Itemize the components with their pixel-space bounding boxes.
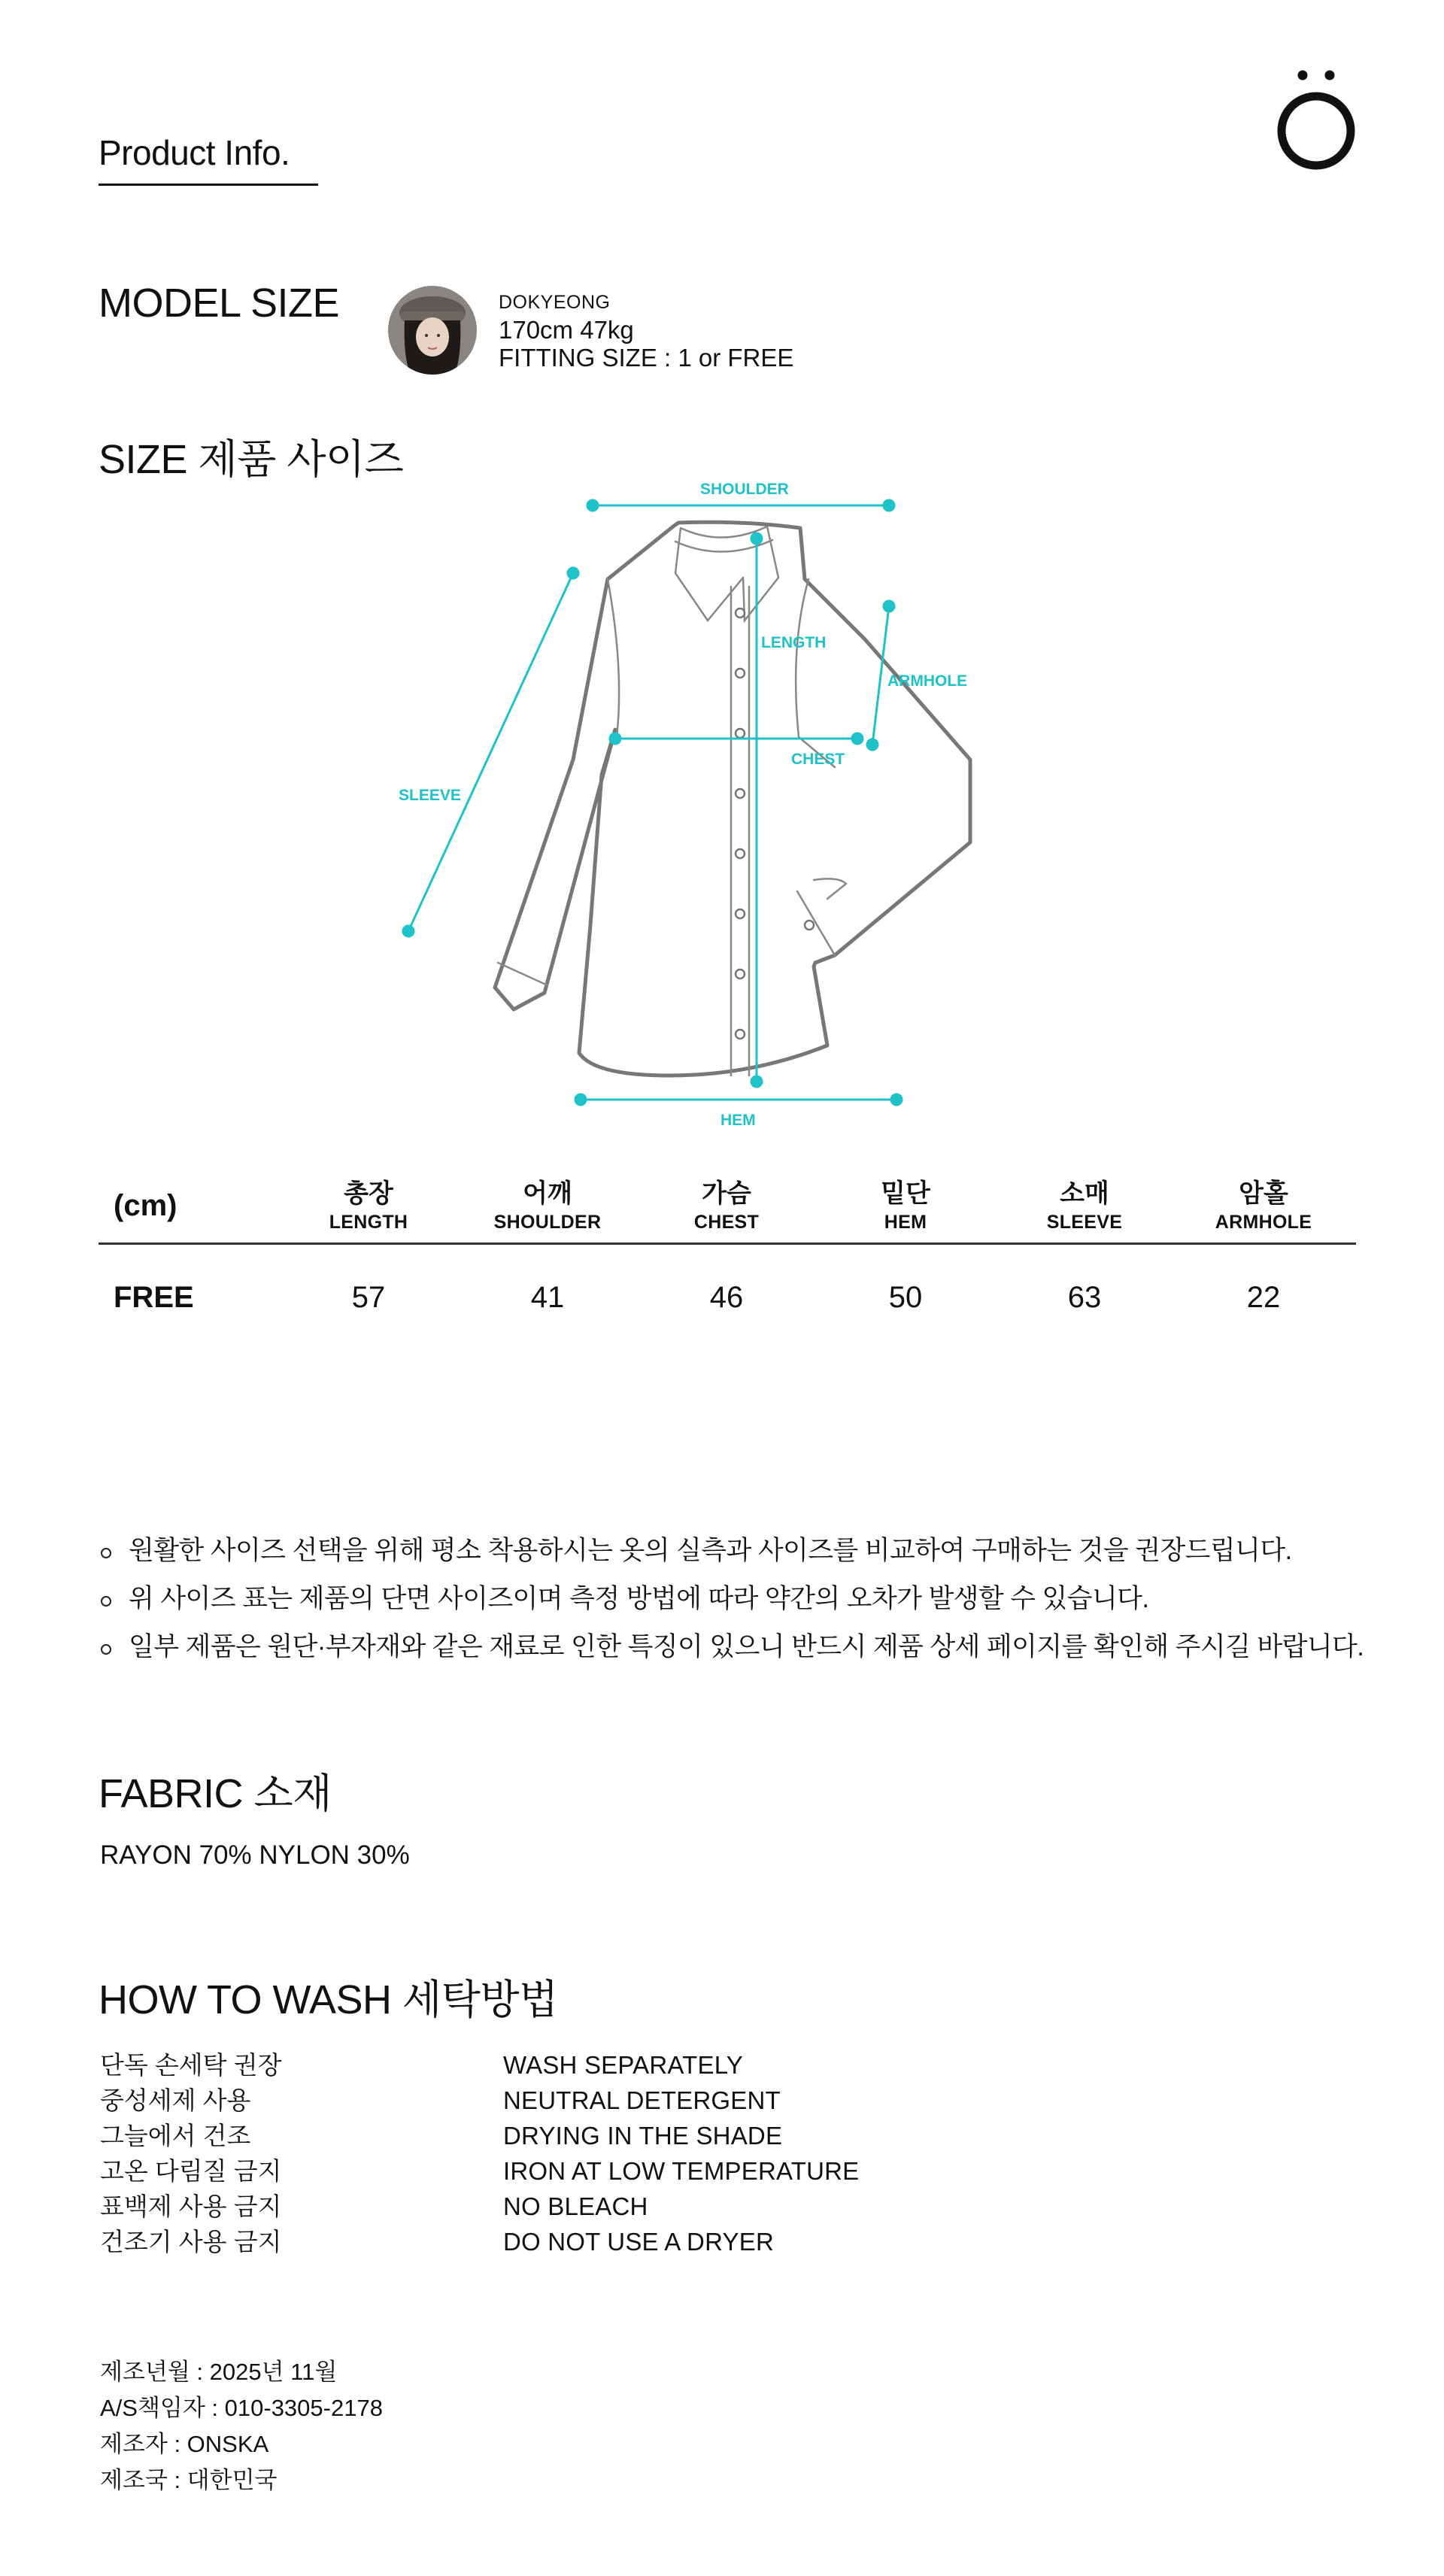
made-date: 제조년월 : 2025년 11월 xyxy=(100,2359,338,2385)
column-header-sleeve: 소매 SLEEVE xyxy=(1046,1179,1123,1233)
wash-title: HOW TO WASH 세탁방법 xyxy=(99,1977,558,2022)
list-item: 위 사이즈 표는 제품의 단면 사이즈이며 측정 방법에 따라 약간의 오차가 발생할 수 있습니다. xyxy=(99,1575,1422,1623)
list-item: 고온 다림질 금지 IRON AT LOW TEMPERATURE xyxy=(100,2157,860,2185)
list-item: 원활한 사이즈 선택을 위해 평소 착용하시는 옷의 실측과 사이즈를 비교하여 구매하는 것을 권장드립니다. xyxy=(99,1527,1422,1575)
size-table xyxy=(99,1170,1356,1373)
list-item: 표백제 사용 금지 NO BLEACH xyxy=(100,2192,648,2220)
manufacturer-info xyxy=(100,2354,383,2499)
section-label-underline xyxy=(99,184,318,186)
fabric-title: FABRIC 소재 xyxy=(99,1771,332,1816)
list-item: 일부 제품은 원단·부자재와 같은 재료로 인한 특징이 있으니 반드시 제품 상세 페이지를 확인해 주시길 바랍니다. xyxy=(99,1623,1422,1671)
as-contact: A/S책임자 : 010-3305-2178 xyxy=(100,2395,383,2421)
value-shoulder: 41 xyxy=(530,1280,565,1314)
column-header-length: 총장 LENGTH xyxy=(329,1179,408,1233)
model-avatar xyxy=(388,286,477,375)
section-label: Product Info. xyxy=(99,133,290,172)
value-chest: 46 xyxy=(709,1280,744,1314)
model-size-title: MODEL SIZE xyxy=(99,281,340,326)
model-fitting-size: FITTING SIZE : 1 or FREE xyxy=(499,344,794,372)
shirt-measurement-diagram xyxy=(376,474,993,1136)
wash-instructions xyxy=(100,2047,1078,2259)
diagram-label-shoulder: SHOULDER xyxy=(700,481,789,498)
size-title: SIZE 제품 사이즈 xyxy=(99,437,404,482)
manufacturer: 제조자 : ONSKA xyxy=(100,2431,269,2457)
model-measurements: 170cm 47kg xyxy=(499,316,634,344)
diagram-label-hem: HEM xyxy=(720,1112,756,1129)
list-item: 단독 손세탁 권장 WASH SEPARATELY xyxy=(100,2051,744,2079)
diagram-label-length: LENGTH xyxy=(761,634,827,651)
column-header-shoulder: 어깨 SHOULDER xyxy=(493,1179,602,1233)
value-length: 57 xyxy=(351,1280,386,1314)
value-sleeve: 63 xyxy=(1067,1280,1102,1314)
list-item: 중성세제 사용 NEUTRAL DETERGENT xyxy=(100,2086,781,2114)
size-table-header xyxy=(99,1170,1356,1245)
diagram-label-armhole: ARMHOLE xyxy=(887,672,968,690)
table-row xyxy=(99,1245,1356,1373)
column-header-chest: 가슴 CHEST xyxy=(693,1179,760,1233)
value-armhole: 22 xyxy=(1246,1280,1281,1314)
model-name: DOKYEONG xyxy=(499,292,611,313)
value-hem: 50 xyxy=(888,1280,923,1314)
o-umlaut-logo-icon xyxy=(1271,68,1361,173)
unit-header: (cm) xyxy=(114,1189,177,1222)
diagram-label-sleeve: SLEEVE xyxy=(399,787,461,804)
list-item: 건조기 사용 금지 DO NOT USE A DRYER xyxy=(100,2228,774,2256)
size-label: FREE xyxy=(114,1280,194,1314)
column-header-hem: 밑단 HEM xyxy=(881,1179,930,1233)
column-header-armhole: 암홀 ARMHOLE xyxy=(1215,1179,1312,1233)
fabric-composition: RAYON 70% NYLON 30% xyxy=(100,1840,410,1870)
country-of-origin: 제조국 : 대한민국 xyxy=(100,2467,278,2493)
list-item: 그늘에서 건조 DRYING IN THE SHADE xyxy=(100,2122,783,2150)
size-notes xyxy=(99,1527,1422,1671)
diagram-label-chest: CHEST xyxy=(791,751,845,768)
